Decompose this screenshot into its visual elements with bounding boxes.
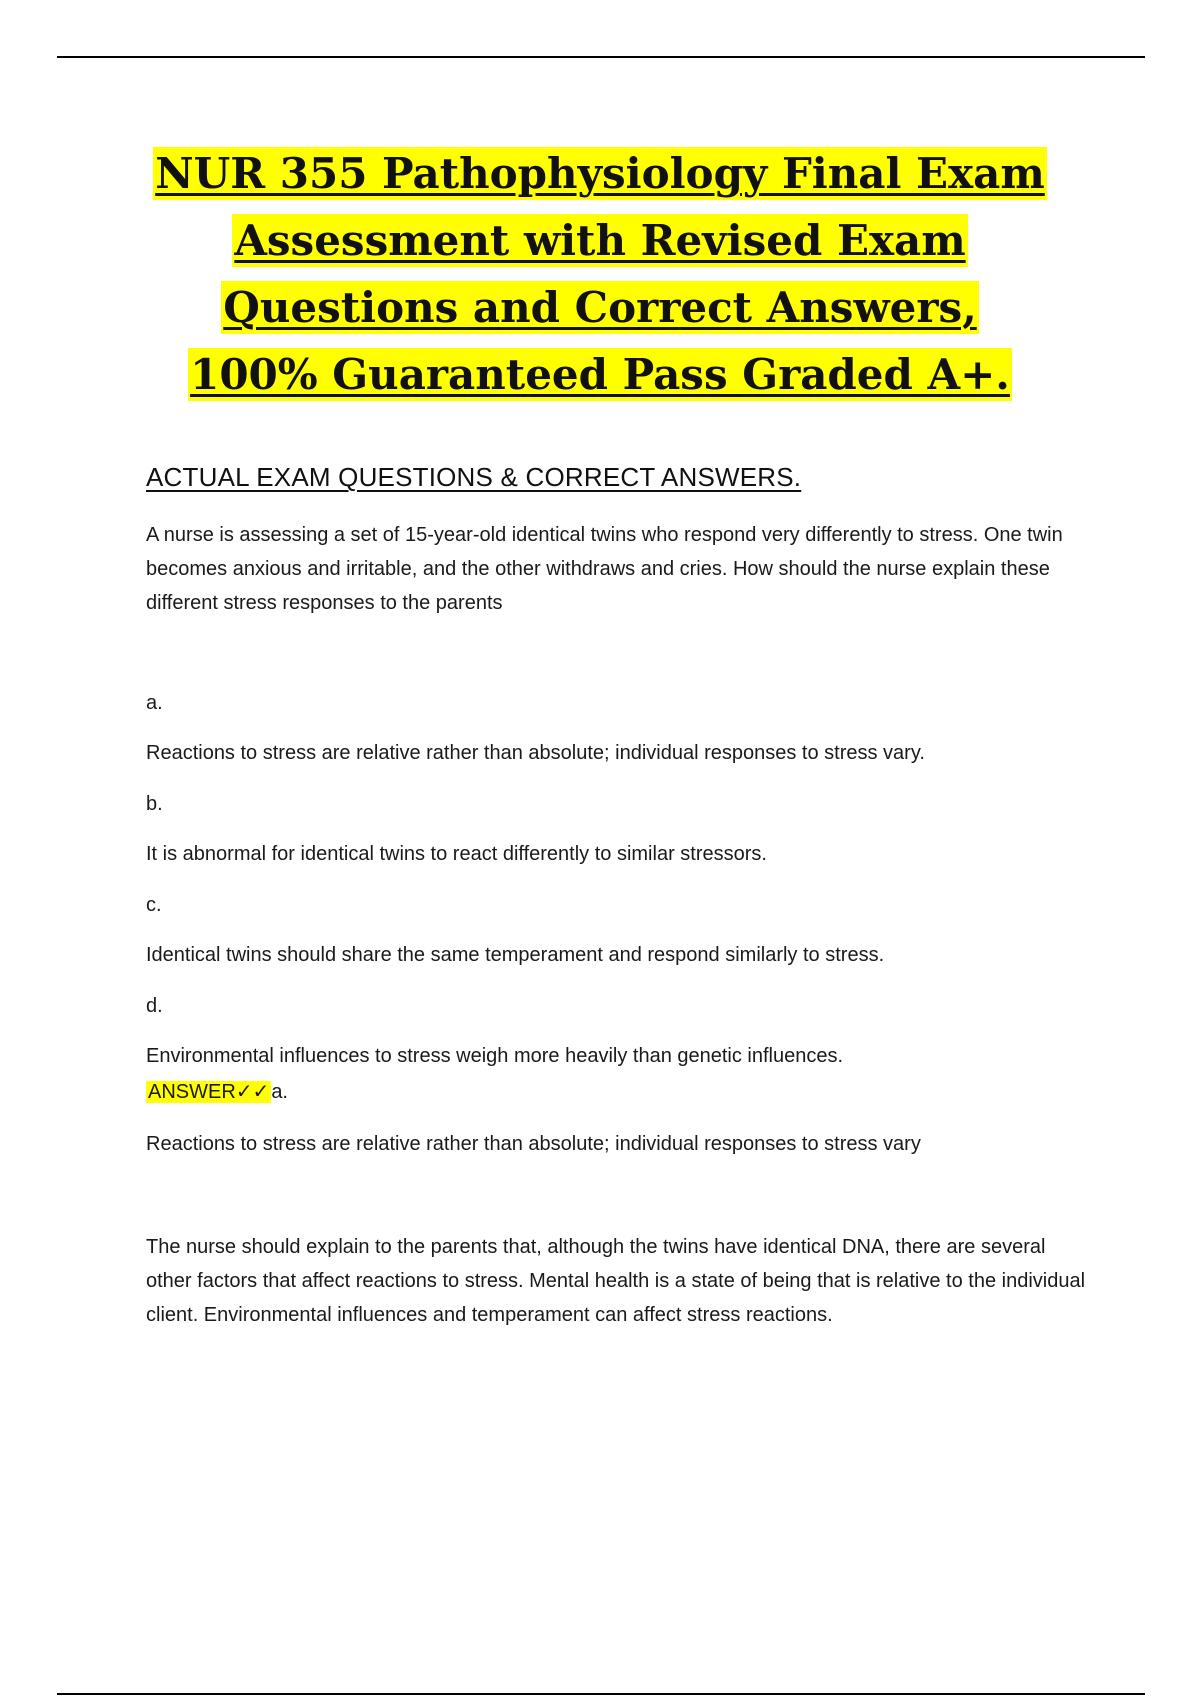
bottom-divider bbox=[57, 1693, 1145, 1695]
question-stem: A nurse is assessing a set of 15-year-old identical twins who respond very differently to stress. One twin becomes anxious and irritable, and the other withdraws and cries. How should the nurse explain these different stress responses to the parents bbox=[146, 524, 1063, 614]
top-divider bbox=[57, 56, 1145, 58]
answer-letter: a. bbox=[271, 1081, 288, 1103]
option-text-d: Environmental influences to stress weigh more heavily than genetic influences. bbox=[146, 1045, 844, 1067]
option-text-a: Reactions to stress are relative rather than absolute; individual responses to stress vary. bbox=[146, 742, 925, 764]
title-line: Assessment with Revised Exam bbox=[234, 216, 966, 265]
option-text-b: It is abnormal for identical twins to react differently to similar stressors. bbox=[146, 843, 767, 865]
option-letter-d: d. bbox=[146, 995, 163, 1017]
title-line: 100% Guaranteed Pass Graded A+. bbox=[190, 350, 1010, 399]
title-line: NUR 355 Pathophysiology Final Exam bbox=[155, 149, 1045, 198]
answer-text: Reactions to stress are relative rather than absolute; individual responses to stress vary bbox=[146, 1133, 921, 1155]
title-line: Questions and Correct Answers, bbox=[223, 283, 977, 332]
option-letter-a: a. bbox=[146, 692, 163, 714]
document-title bbox=[0, 140, 1200, 408]
answer-key-label: ANSWER✓✓ bbox=[148, 1081, 270, 1103]
option-letter-b: b. bbox=[146, 793, 163, 815]
answer-line bbox=[146, 1079, 1086, 1105]
option-text-c: Identical twins should share the same temperament and respond similarly to stress. bbox=[146, 944, 885, 966]
option-letter-c: c. bbox=[146, 894, 162, 916]
section-heading: ACTUAL EXAM QUESTIONS & CORRECT ANSWERS. bbox=[146, 462, 802, 492]
rationale: The nurse should explain to the parents that, although the twins have identical DNA, there are several other factors that affect reactions to stress. Mental health is a state of being that is relative to the individual client. Environmental influences and temperament can affect stress reactions. bbox=[146, 1236, 1086, 1326]
